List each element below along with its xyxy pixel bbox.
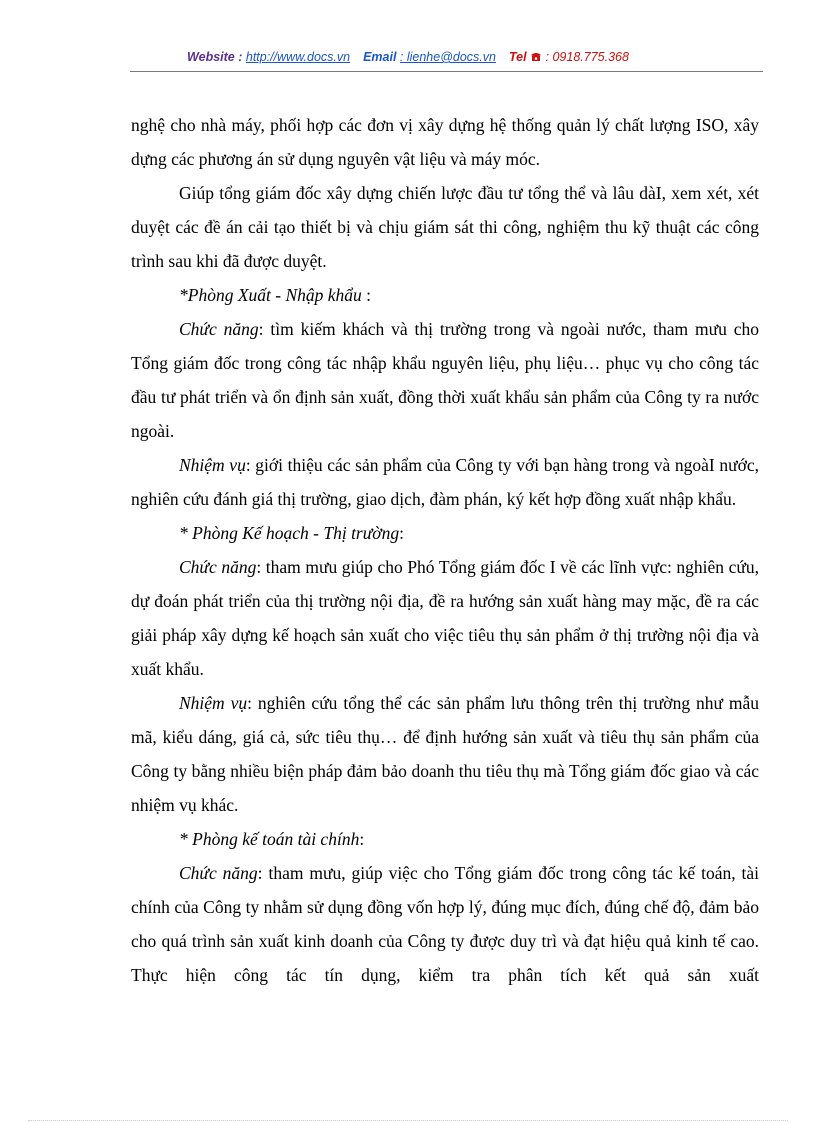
section-heading-planning-market: * Phòng Kế hoạch - Thị trường: [179, 523, 405, 543]
page-header [0, 50, 816, 64]
telephone-icon [531, 52, 541, 62]
section-heading-accounting: * Phòng kế toán tài chính: [179, 829, 365, 849]
paragraph: Chức năng: tìm kiếm khách và thị trường trong và ngoài nước, tham mưu cho Tổng giám đốc trong công tác nhập khẩu nguyên liệu, phụ liệu… phục vụ cho công tác đầu tư phát triển và ổn định sản xuất, đồng thời xuất khẩu sản phẩm của Công ty ra nước ngoài. [131, 319, 760, 441]
email-link[interactable]: : lienhe@docs.vn [399, 50, 496, 64]
header-divider [130, 71, 763, 72]
paragraph: Nhiệm vụ: giới thiệu các sản phẩm của Công ty với bạn hàng trong và ngoàI nước, nghiên cứu đánh giá thị trường, giao dịch, đàm phán, ký kết hợp đồng xuất nhập khẩu. [131, 455, 759, 509]
document-body [131, 108, 759, 992]
tel-value: : 0918.775.368 [545, 50, 629, 64]
paragraph: Chức năng: tham mưu, giúp việc cho Tổng giám đốc trong công tác kế toán, tài chính của Công ty nhằm sử dụng đồng vốn hợp lý, đúng mục đích, đúng chế độ, đảm bảo cho quá trình sản xuất kinh doanh của Công ty được duy trì và đạt hiệu quả kinh tế cao. Thực hiện công tác tín dụng, kiểm tra phân tích kết quả sản xuất [131, 863, 760, 985]
paragraph: Nhiệm vụ: nghiên cứu tổng thể các sản phẩm lưu thông trên thị trường như mẫu mã, kiểu dáng, giá cả, sức tiêu thụ… để định hướng sản xuất và tiêu thụ sản phẩm của Công ty bằng nhiều biện pháp đảm bảo doanh thu tiêu thụ mà Tổng giám đốc giao và các nhiệm vụ khác. [131, 693, 759, 815]
tel-label: Tel [508, 50, 527, 64]
paragraph: Giúp tổng giám đốc xây dựng chiến lược đầu tư tổng thể và lâu dàI, xem xét, xét duyệt các đề án cải tạo thiết bị và chịu giám sát thi công, nghiệm thu kỹ thuật các công trình sau khi đã được duyệt. [131, 183, 759, 271]
paragraph: Chức năng: tham mưu giúp cho Phó Tổng giám đốc I về các lĩnh vực: nghiên cứu, dự đoán phát triển của thị trường nội địa, đề ra hướng sản xuất hàng may mặc, đề ra các giải pháp xây dựng kế hoạch sản xuất cho việc tiêu thụ sản phẩm ở thị trường nội địa và xuất khẩu. [131, 557, 760, 679]
section-heading-import-export: *Phòng Xuất - Nhập khẩu : [179, 285, 372, 305]
email-label: Email [363, 50, 397, 64]
page-bottom-border [28, 1120, 788, 1121]
paragraph: nghệ cho nhà máy, phối hợp các đơn vị xây dựng hệ thống quản lý chất lượng ISO, xây dựng các phương án sử dụng nguyên vật liệu và máy móc. [131, 115, 759, 169]
website-link[interactable]: http://www.docs.vn [245, 50, 351, 64]
website-label: Website : [187, 50, 243, 64]
